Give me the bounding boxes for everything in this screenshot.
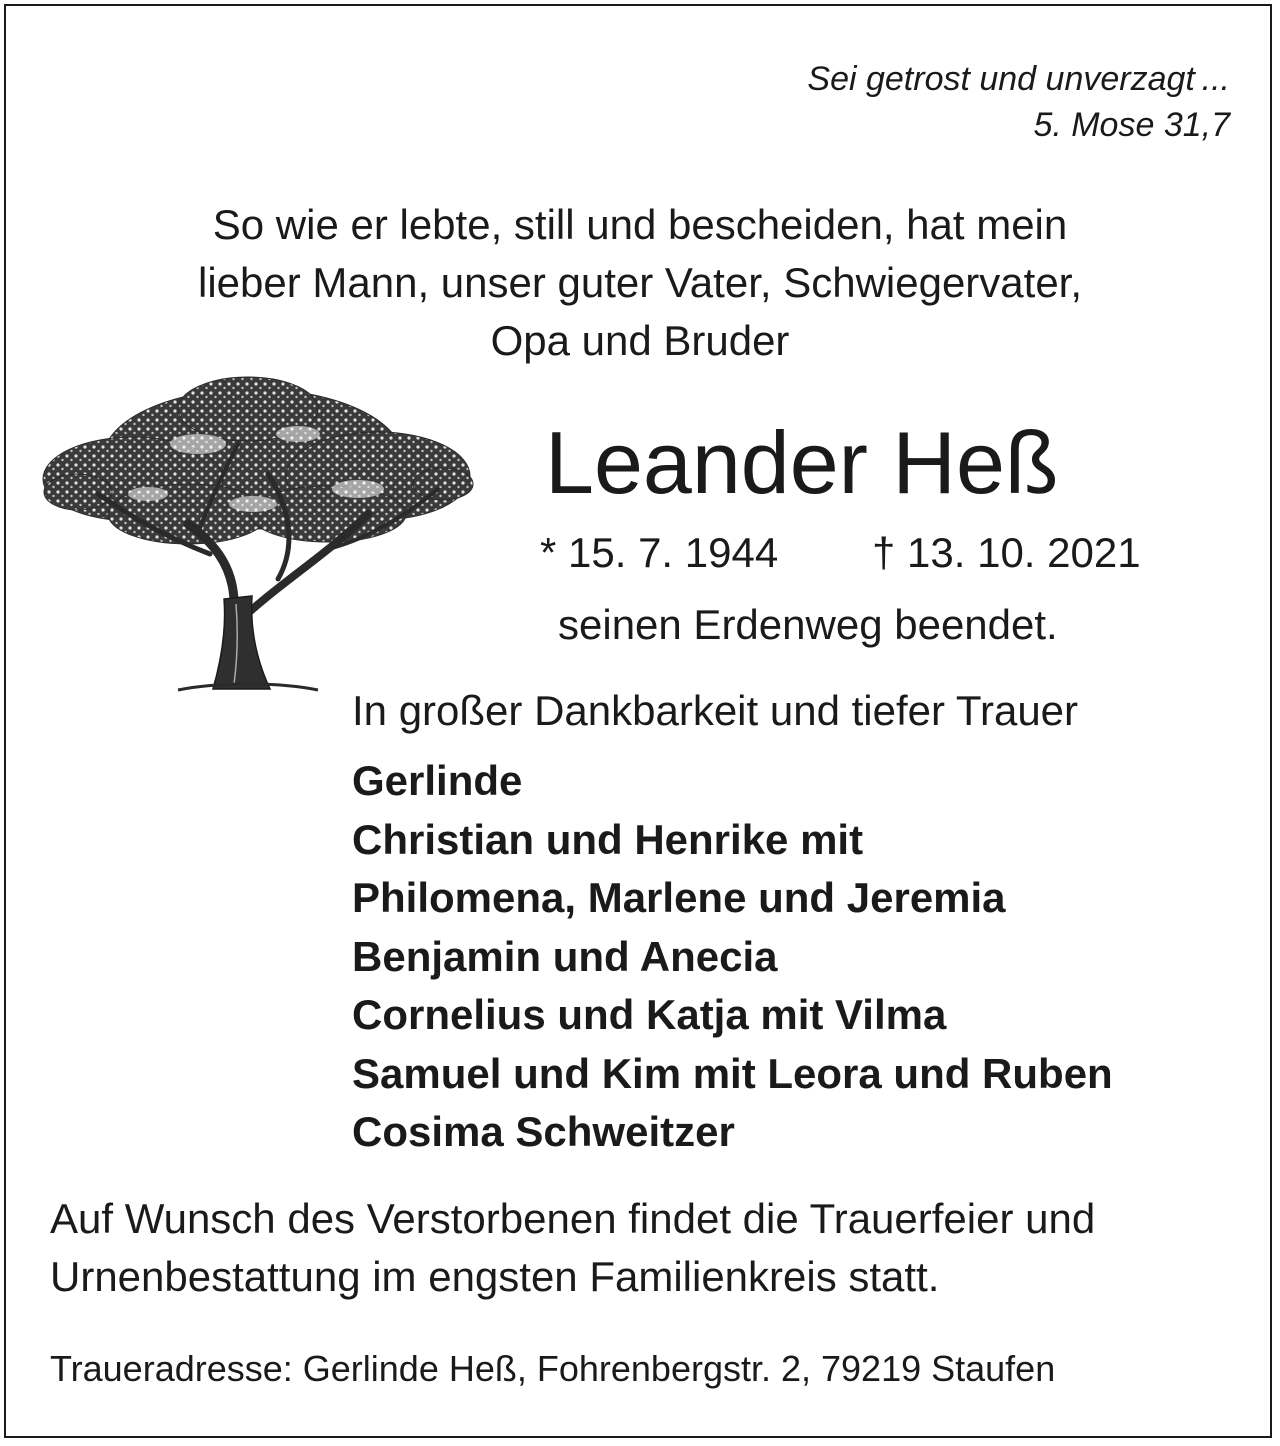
list-item: Cornelius und Katja mit Vilma	[352, 991, 947, 1038]
ended-text: seinen Erdenweg beendet.	[558, 601, 1058, 648]
intro-text	[0, 196, 1280, 370]
list-item: Samuel und Kim mit Leora und Ruben	[352, 1049, 1113, 1097]
death-date: † 13. 10. 2021	[872, 529, 1141, 576]
verse-quote: Sei getrost und unverzagt ...	[807, 60, 1230, 98]
deceased-name: Leander Heß	[545, 413, 1059, 512]
funeral-notice	[50, 1190, 1250, 1306]
verse-source: 5. Mose 31,7	[1033, 106, 1230, 144]
bible-verse	[807, 56, 1230, 148]
list-item: Gerlinde	[352, 757, 523, 804]
list-item: Christian und Henrike mit	[352, 815, 864, 863]
intro-line: lieber Mann, unser guter Vater, Schwiegervater,	[197, 259, 1083, 306]
mourning-address: Traueradresse: Gerlinde Heß, Fohrenbergstr. 2, 79219 Staufen	[50, 1348, 1056, 1389]
birth-date: * 15. 7. 1944	[540, 529, 779, 576]
intro-line: So wie er lebte, still und bescheiden, hat mein	[212, 201, 1068, 248]
list-item: Philomena, Marlene und Jeremia	[352, 874, 1006, 921]
gratitude-text: In großer Dankbarkeit und tiefer Trauer	[352, 687, 1079, 734]
tree-icon	[38, 364, 478, 694]
notice-line: Urnenbestattung im engsten Familienkreis statt.	[50, 1253, 940, 1300]
list-item: Benjamin und Anecia	[352, 932, 778, 980]
notice-line: Auf Wunsch des Verstorbenen findet die Trauerfeier und	[50, 1195, 1096, 1242]
list-item: Cosima Schweitzer	[352, 1108, 735, 1155]
intro-line: Opa und Bruder	[490, 317, 790, 364]
mourners-list	[352, 752, 1113, 1162]
